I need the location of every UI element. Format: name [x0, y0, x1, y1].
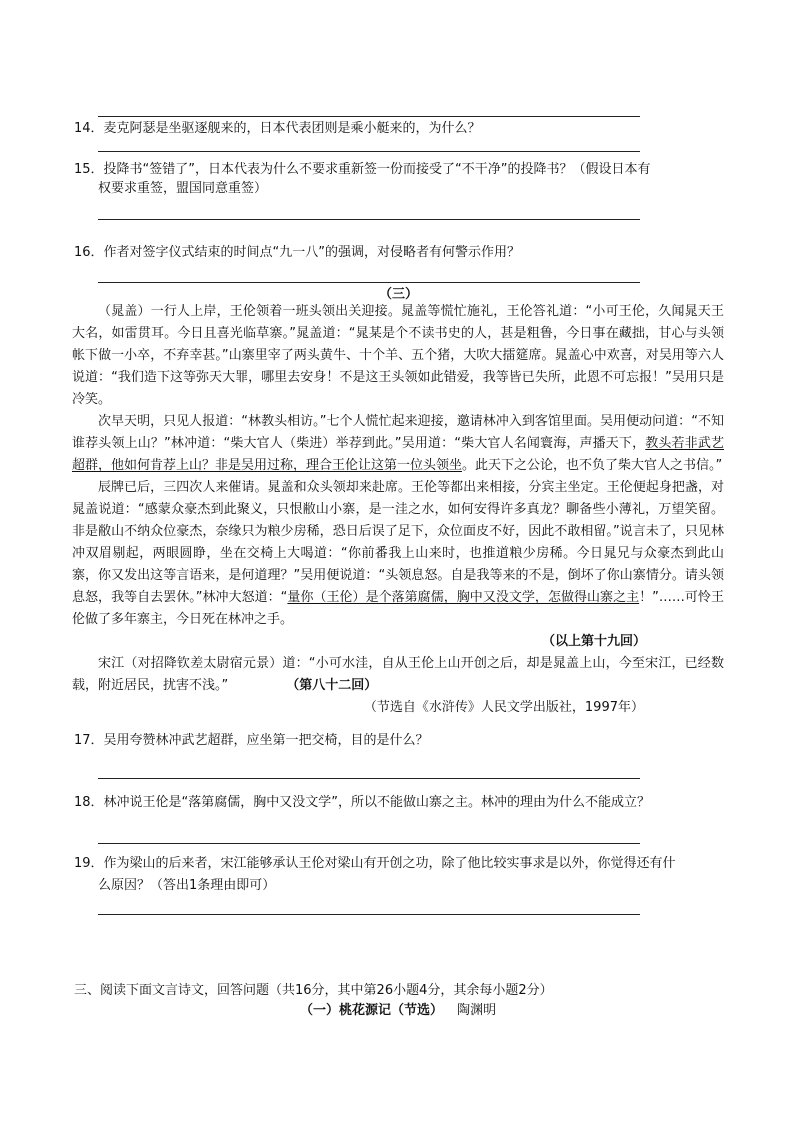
answer-line-13	[98, 116, 640, 117]
answer-line-19	[98, 914, 640, 915]
passage-p3-underlined: 量你（王伦）是个落第腐儒，胸中又没文学，怎做得山寨之主	[287, 590, 640, 605]
question-16: 16．作者对签字仪式结束的时间点“九一八”的强调，对侵略者有何警示作用？	[74, 245, 521, 260]
question-15-line2: 权要求重签，盟国同意重签）	[98, 181, 268, 196]
section-heading-3: （三）	[379, 287, 419, 302]
answer-line-15	[98, 219, 640, 220]
passage-paragraph-4	[72, 653, 724, 697]
answer-line-18	[98, 843, 640, 844]
passage-p2-text-b: 。此天下之公论，也不负了柴大官人之书信。”	[462, 458, 723, 473]
answer-line-16	[98, 282, 640, 283]
part-3-title: 三、阅读下面文言诗文，回答问题（共16分，其中第26小题4分，其余每小题2分）	[74, 983, 553, 998]
passage-source: （节选自《水浒传》人民文学出版社，1997年）	[363, 700, 644, 715]
passage-p2-underlined: 教头若非武艺超群，他如何肯荐上山？非是吴用过称，理合王伦让这第一位头领坐	[72, 436, 724, 473]
passage-p3-text-b: ！”……可怜王伦做了多年寨主，今日死在林冲之手。	[72, 590, 724, 627]
answer-line-17	[98, 778, 640, 779]
part-3-subtitle	[300, 1003, 496, 1019]
author-name: 陶渊明	[457, 1003, 497, 1018]
passage	[72, 301, 724, 719]
chapter-note-82: （第八十二回）	[286, 678, 378, 693]
passage-paragraph-2	[72, 411, 724, 477]
subtitle-text: （一）桃花源记（节选）	[300, 1003, 444, 1018]
passage-p2-text-a: 次早天明，只见人报道：“林教头相访。”七个人慌忙起来迎接，邀请林冲入到客馆里面。吴用便动问道：“不知谁荐头领上山？”林冲道：“柴大官人（柴进）举荐到此。”吴用道：“柴大官人名闻寰海，声播天下，	[72, 414, 724, 451]
question-15-line1: 15．投降书“签错了”，日本代表为什么不要求重新签一份而接受了“不干净”的投降书？（假设日本有	[74, 162, 651, 177]
passage-p3-text-a: 辰牌已后，三四次人来催请。晁盖和众头领却来赴席。王伦等都出来相接，分宾主坐定。王伦便起身把盏，对晁盖说道：“感蒙众豪杰到此聚义，只恨敝山小寨，是一洼之水，如何安得许多真龙？聊备些小薄礼，万望笑留。非是敝山不纳众位豪杰，奈缘只为粮少房稀，恐日后误了足下，众位面皮不好，因此不敢相留。”说言未了，只见林冲双眉剔起，两眼圆睁，坐在交椅上大喝道：“你前番我上山来时，也推道粮少房稀。今日晁兄与众豪杰到此山寨，你又发出这等言语来，是何道理？”吴用便说道：“头领息怒。自是我等来的不是，倒坏了你山寨情分。请头领息怒，我等自去罢休。”林冲大怒道：“	[72, 480, 724, 605]
question-17: 17．吴用夸赞林冲武艺超群，应坐第一把交椅，目的是什么？	[74, 733, 429, 748]
answer-line-14	[98, 151, 640, 152]
question-18: 18．林冲说王伦是“落第腐儒，胸中又没文学”，所以不能做山寨之主。林冲的理由为什么不能成立？	[74, 795, 651, 810]
question-19-line1: 19．作为梁山的后来者，宋江能够承认王伦对梁山有开创之功，除了他比较实事求是以外，你觉得还有什	[74, 856, 676, 871]
passage-paragraph-1: （晁盖）一行人上岸，王伦领着一班头领出关迎接。晁盖等慌忙施礼，王伦答礼道：“小可王伦，久闻晁天王大名，如雷贯耳。今日且喜光临草寨。”晁盖道：“晁某是个不读书史的人，甚是粗鲁，今日事在藏拙，甘心与头领帐下做一小卒，不弃幸甚。”山寨里宰了两头黄牛、十个羊、五个猪，大吹大擂筵席。晁盖心中欢喜，对吴用等六人说道：“我们造下这等弥天大罪，哪里去安身！不是这王头领如此错爱，我等皆已失所，此恩不可忘报！”吴用只是冷笑。	[72, 304, 724, 407]
question-19-line2: 么原因？（答出1条理由即可）	[98, 878, 276, 893]
passage-p4-text: 宋江（对招降钦差太尉宿元景）道：“小可水洼，自从王伦上山开创之后，却是晁盖上山，今至宋江，已经数载，附近居民，扰害不浅。”	[72, 656, 724, 693]
chapter-note-19: （以上第十九回）	[541, 634, 646, 649]
question-14: 14．麦克阿瑟是坐驱逐舰来的，日本代表团则是乘小艇来的，为什么？	[74, 121, 481, 136]
passage-paragraph-3	[72, 477, 724, 631]
